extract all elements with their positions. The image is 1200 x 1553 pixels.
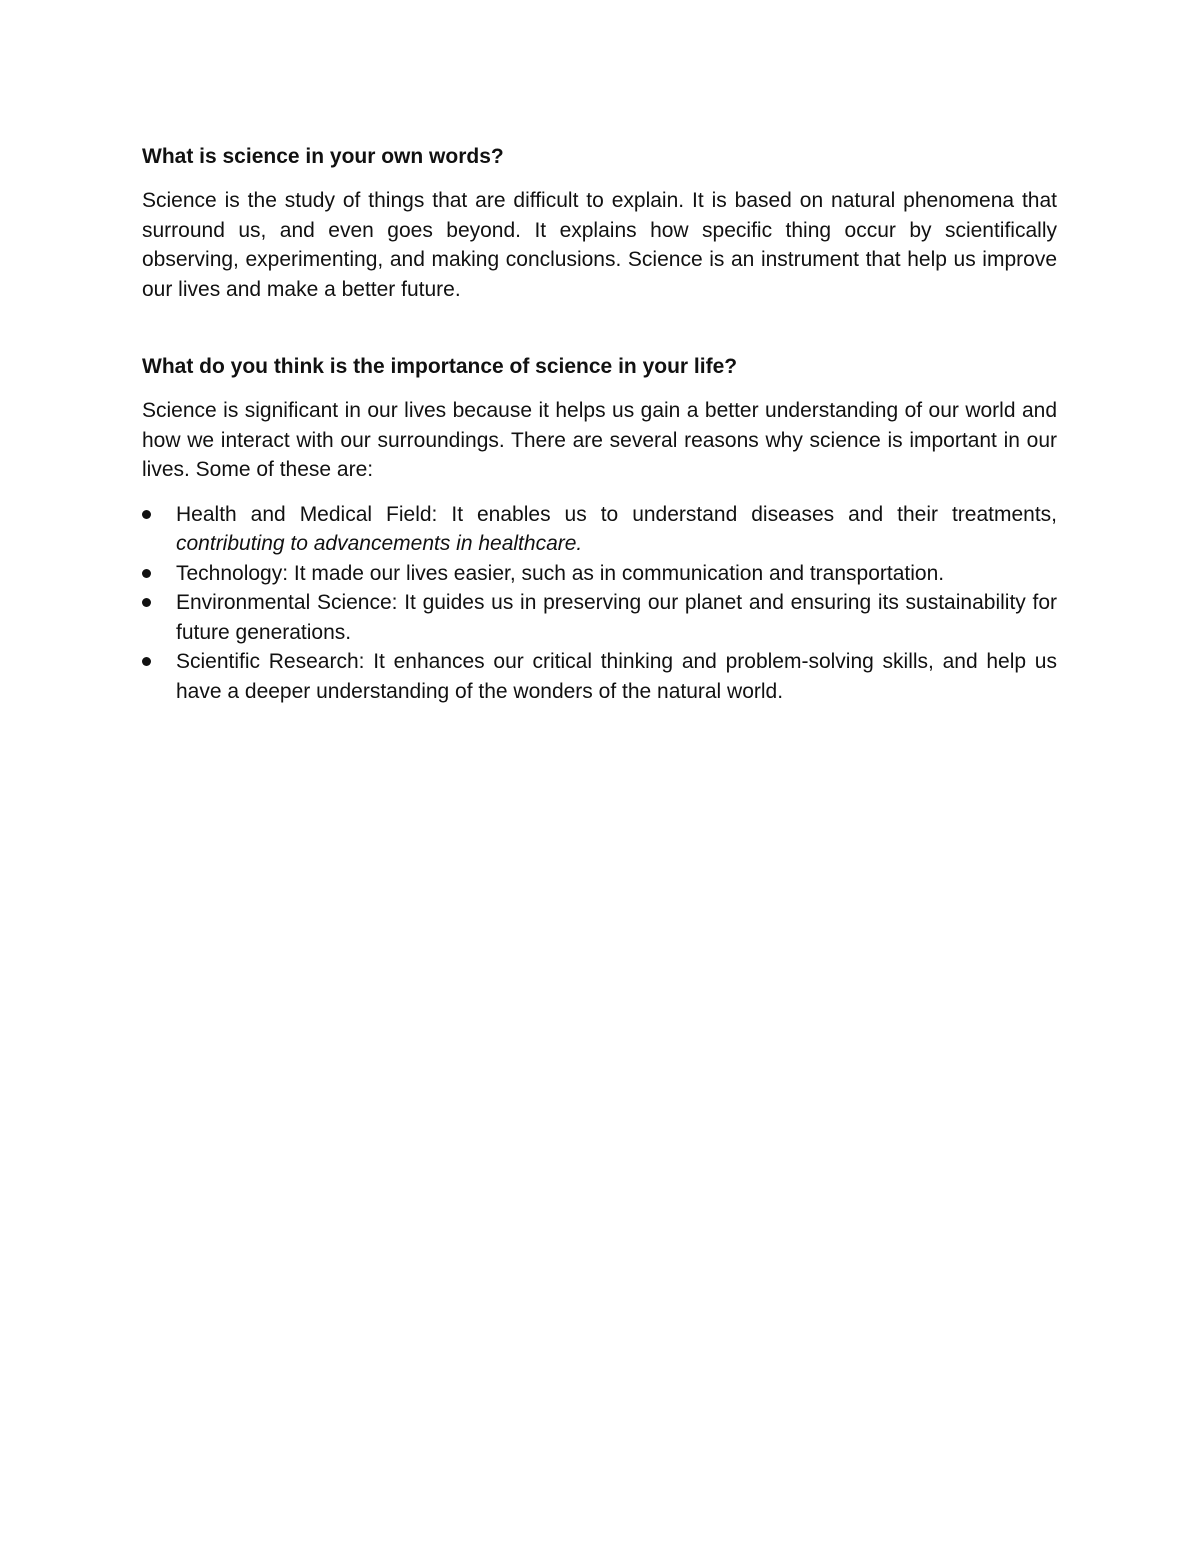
section-spacer (142, 304, 1057, 352)
bullet-icon (142, 598, 151, 607)
question-heading-science-definition: What is science in your own words? (142, 145, 504, 168)
list-item-text: Technology: It made our lives easier, such as in communication and transportation. (176, 561, 945, 585)
reasons-bullet-list (142, 500, 1057, 707)
document-body (142, 142, 1057, 706)
answer-paragraph-science-importance: Science is significant in our lives because it helps us gain a better understanding of our world and how we interact with our surroundings. There are several reasons why science is important in our lives. Some of these are: (142, 399, 1057, 481)
list-item-text: Scientific Research: It enhances our critical thinking and problem-solving skills, and help us have a deeper understanding of the wonders of the natural world. (176, 650, 1057, 703)
question-heading-science-importance: What do you think is the importance of science in your life? (142, 355, 738, 378)
bullet-icon (142, 569, 151, 578)
answer-paragraph-science-definition: Science is the study of things that are difficult to explain. It is based on natural phenomena that surround us, and even goes beyond. It explains how specific thing occur by scientifically observing, experimenting, and making conclusions. Science is an instrument that help us improve our lives and make a better future. (142, 189, 1057, 301)
list-item-health (142, 500, 1057, 559)
bullet-icon (142, 657, 151, 666)
list-item-scientific-research (142, 647, 1057, 706)
list-item-italic-text: contributing to advancements in healthcare. (176, 532, 583, 555)
list-item-text: Environmental Science: It guides us in preserving our planet and ensuring its sustainability for future generations. (176, 591, 1057, 644)
bullet-icon (142, 510, 151, 519)
list-item-technology (142, 559, 1057, 589)
list-item-text: Health and Medical Field: It enables us to understand diseases and their treatments, (176, 502, 1057, 526)
list-item-environmental-science (142, 588, 1057, 647)
